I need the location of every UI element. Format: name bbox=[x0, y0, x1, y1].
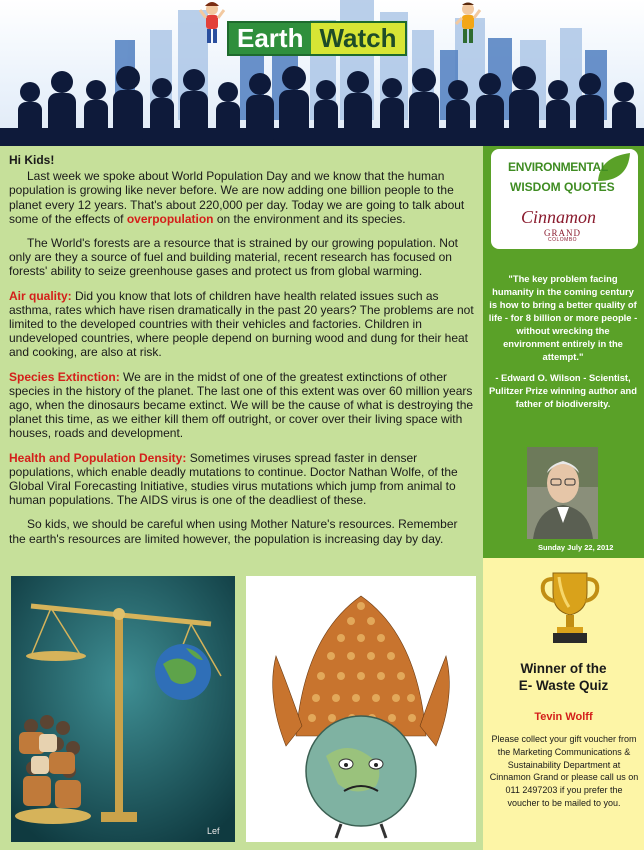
edward-wilson-portrait bbox=[527, 447, 598, 539]
section-heading: Health and Population Density: bbox=[9, 450, 187, 465]
article-body bbox=[9, 153, 477, 556]
logo-line-environmental: ENVIRONMENTAL bbox=[508, 160, 608, 174]
trophy-icon bbox=[537, 567, 603, 645]
overpopulation-highlight: overpopulation bbox=[126, 211, 214, 226]
population-scale-illustration bbox=[11, 576, 235, 842]
winner-name: Tevin Wolff bbox=[534, 711, 593, 723]
title-earth: Earth bbox=[229, 23, 311, 54]
quote-attribution: - Edward O. Wilson - Scientist, Pulitzer Prize winning author and father of biodiversity. bbox=[489, 372, 637, 409]
article-closing: So kids, we should be careful when using Mother Nature's resources. Remember the earth's resources are limited however, the population is increasing day by day. bbox=[9, 517, 458, 546]
girl-cartoon-icon bbox=[199, 0, 225, 46]
quote-block bbox=[488, 272, 638, 418]
cinnamon-grand-label: GRAND bbox=[544, 228, 582, 238]
article-greeting: Hi Kids! bbox=[9, 153, 55, 167]
section-air-quality: Air quality: Did you know that lots of children have health related issues such as asthma, rates which have risen dramatically in the past 20 years? The problems are not limited to the developed countries with their vehicles and factories. Children in undeveloped countries, where people depend on burning wood and dung for their heat and cooking, are also at risk. bbox=[9, 288, 474, 360]
boy-cartoon-icon bbox=[455, 0, 481, 46]
article-forests: The World's forests are a resource that is strained by our growing population. Not only are they a source of fuel and building material, recent research has focused on forests' ability to seize greenhouse gases and protect us from global warming. bbox=[9, 236, 458, 279]
masthead-title bbox=[227, 21, 407, 56]
section-heading: Air quality: bbox=[9, 288, 72, 303]
cinnamon-city-label: COLOMBO bbox=[548, 237, 578, 243]
article-intro: Last week we spoke about World Population Day and we know that the human population is growing like never before. We are now adding one billion people to the planet every 12 years. That's about 220,000 per day. Today we are going to talk about some of the effects of overpopulation on the environment and its species. bbox=[9, 169, 465, 226]
cinnamon-logo: Cinnamon bbox=[521, 207, 597, 227]
section-health-population: Health and Population Density: Sometimes viruses spread faster in denser populations, which enable deadly mutations to continue. Doctor Nathan Wolfe, of the Global Viral Forecasting Initiative, studies virus mutations which jump from animal to human populations. The AIDS virus is one of the deadliest of these. bbox=[9, 450, 458, 508]
header-banner bbox=[0, 0, 644, 146]
section-heading: Species Extinction: bbox=[9, 369, 120, 384]
winner-instructions: Please collect your gift voucher from the Marketing Communications & Sustainability Department at Cinnamon Grand or please call us on 011 2497203 if you prefer the voucher to be mailed to you. bbox=[489, 734, 639, 808]
artist-signature: Lef bbox=[207, 826, 220, 836]
quote-text: "The key problem facing humanity in the coming century is how to bring a better quality of life - for 8 billion or more people - without wrecking the environment entirely in the attempt." bbox=[488, 273, 638, 362]
section-species-extinction: Species Extinction: We are in the midst of one of the greatest extinctions of other species in the history of the planet. The last one of this extent was over 60 million years ago, when the dinosaurs became extinct. We will be the cause of what is destroying the planet this time, as we either kill them off outright, or cover over their living space with houses, roads and development. bbox=[9, 369, 474, 441]
logo-line-wisdom-quotes: WISDOM QUOTES bbox=[510, 180, 615, 194]
title-watch: Watch bbox=[311, 23, 404, 54]
winner-title: Winner of the E- Waste Quiz bbox=[518, 661, 609, 693]
publish-date: Sunday July 22, 2012 bbox=[538, 543, 614, 552]
overcrowded-earth-cartoon bbox=[246, 576, 476, 842]
